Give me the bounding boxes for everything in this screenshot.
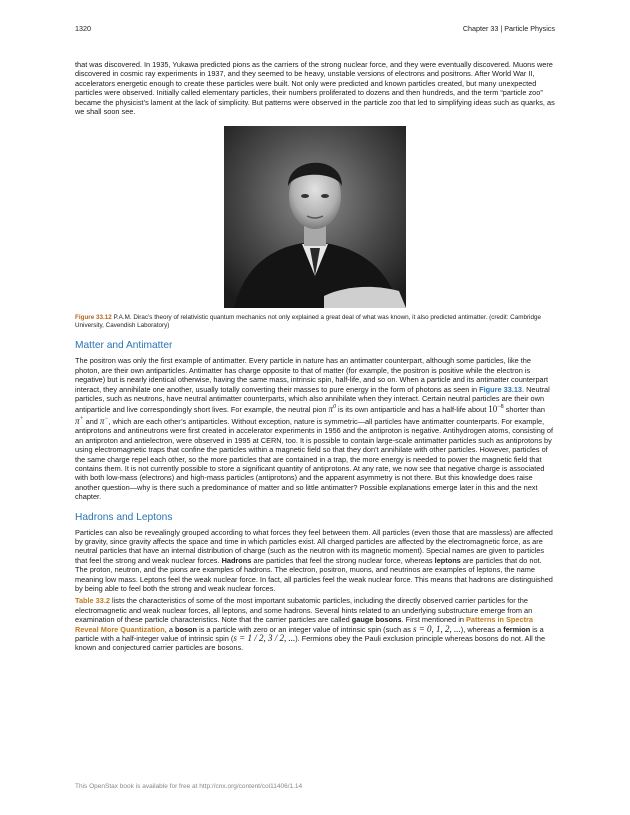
text-span: is a particle with a half-integer value of intrinsic spin ( [75, 624, 544, 643]
text-span: and [83, 416, 100, 426]
intro-paragraph: that was discovered. In 1935, Yukawa predicted pions as the carriers of the strong nuclear force, and they were eventually discovered. Muons were discovered in cosmic ray experiments in 1937, and they seemed to be heavy, unstable versions of electrons and positrons. After World War II, accelerators energetic enough to create these particles were built. Not only were predicted and known particles created, but many unexpected particles were observed. Initially called elementary particles, their numbers proliferated to dozens and then hundreds, and the term “particle zoo” became the physicist’s lament at the lack of simplicity. But patterns were observed in the particle zoo that led to simplifying ideas such as quarks, as we shall soon see. [75, 60, 555, 117]
ten-power [488, 404, 503, 414]
term-gauge-bosons: gauge bosons [351, 615, 402, 625]
text-span: are particles that feel the strong nuclear force, whereas [251, 555, 435, 565]
math-superscript: 0 [333, 404, 337, 411]
text-span: shorter than [503, 405, 545, 415]
text-span: is a particle with zero or an integer value of intrinsic spin (such as [197, 624, 413, 634]
figure-33-13-link[interactable]: Figure 33.13 [479, 384, 523, 394]
math-base: 10 [488, 404, 498, 415]
neutral-pion-symbol [329, 404, 337, 414]
hadrons-leptons-paragraph-2 [75, 596, 555, 652]
figure-caption-text: P.A.M. Dirac’s theory of relativistic quantum mechanics not only explained a great deal of what was known, it also predicted antimatter. (credit: Cambridge University, Cavendish Laboratory) [75, 314, 541, 330]
text-span: , which are each other’s antiparticles. Without exception, nature is symmetric—all particles have antimatter counterparts. For example, antiprotons and antineutrons were first created in accelerator experiments in 1956 and the antiproton is negative. Antihydrogen atoms, consisting of an antiproton and antielectron, were observed in 1995 at CERN, too. It is possible to contain large-scale antimatter particles such as antiprotons by using electromagnetic traps that confine the particles within a magnetic field so that they don’t annihilate with other particles. However, particles of the same charge repel each other, so the more particles that are contained in a trap, the more energy is needed to power the magnetic field that contains them. It is not currently possible to store a significant quantity of antiprotons. At any rate, we now see that negative charge is associated with both low-mass (electrons) and high-mass particles (antiprotons) and the apparent asymmetry is not there. But this knowledge does raise another question—why is there such a predominance of matter and so little antimatter? Possible explanations emerge later in this and the next chapter. [75, 416, 554, 502]
dirac-photo [224, 126, 406, 308]
matter-antimatter-paragraph [75, 356, 555, 501]
text-span: . First mentioned in [401, 615, 467, 625]
dirac-portrait-image [224, 126, 406, 308]
text-span: ). Fermions obey the Pauli exclusion principle whereas bosons do not. All the known and conjectured carrier particles are bosons. [75, 634, 546, 653]
text-span: . Neutral particles, such as neutrons, have neutral antimatter counterparts, which also annihilate when they interact. Certain neutral particles are their own antiparticle and live correspondingly short lives. For example, the neutral pion [75, 384, 550, 415]
half-integer-spin-formula: s = 1 / 2, 3 / 2, ... [233, 633, 296, 643]
term-hadrons: Hadrons [221, 555, 252, 565]
text-span: are particles that do not. The proton, neutron, and the pions are examples of hadrons. The electron, positron, muons, and neutrinos are examples of leptons, the name meaning low mass. Leptons feel the weak nuclear force. In fact, all particles feel the weak nuclear force. This means that hadrons are distinguished by being able to feel both the strong and weak nuclear forces. [75, 555, 553, 593]
math-superscript: + [79, 415, 84, 422]
figure-33-12 [75, 126, 555, 330]
figure-label: Figure 33.12 [75, 314, 112, 322]
figure-caption [75, 314, 555, 330]
math-symbol: π [75, 415, 80, 426]
page-number: 1320 [75, 24, 91, 33]
term-boson: boson [175, 624, 198, 634]
math-superscript: −8 [497, 404, 504, 411]
table-33-2-link[interactable]: Table 33.2 [75, 596, 110, 606]
text-span: is its own antiparticle and has a half-life about [336, 405, 489, 415]
patterns-in-spectra-link[interactable]: Patterns in Spectra Reveal More Quantization [75, 615, 533, 634]
text-span: Particles can also be revealingly grouped according to what forces they feel between them. All particles (even those that are massless) are affected by gravity, since gravity affects the space and time in which particles exist. All charged particles are affected by the electromagnetic force, as are neutral particles that have an internal distribution of charge (such as the neutron with its magnetic moment). Special names are given to particles that feel the strong and weak nuclear forces. [75, 527, 553, 565]
math-symbol: π [99, 415, 105, 426]
integer-spin-formula: s = 0, 1, 2, ... [412, 623, 461, 634]
text-span: ), whereas a [460, 624, 504, 634]
term-leptons: leptons [434, 555, 461, 565]
pion-minus-symbol [100, 416, 109, 426]
section-heading-matter-antimatter: Matter and Antimatter [75, 340, 173, 352]
page-footer: This OpenStax book is available for free at http://cnx.org/content/col11406/1.14 [75, 783, 303, 790]
text-span: lists the characteristics of some of the most important subatomic particles, including the directly observed carrier particles for the electromagnetic and weak nuclear forces, all leptons, and some hadrons. Several hints related to an underlying substructure emerge from an examination of these particle characteristics. Note that the carrier particles are called [75, 596, 533, 625]
math-symbol: π [328, 404, 334, 415]
text-span: The positron was only the first example of antimatter. Every particle in nature has an antimatter counterpart, although some particles, like the photon, are their own antiparticles. Antimatter has charge opposite to that of matter (for example, the positron is positive while the electron is negative) but is nearly identical otherwise, having the same mass, intrinsic spin, half-life, and so on. When a particle and its antimatter counterpart interact, they annihilate one another, usually totally converting their masses to pure energy in the form of photons as seen in [75, 356, 549, 394]
text-span: , a [164, 624, 175, 634]
section-heading-hadrons-leptons: Hadrons and Leptons [75, 511, 173, 523]
math-superscript: − [104, 415, 109, 422]
pion-plus-symbol [75, 416, 84, 426]
hadrons-leptons-paragraph-1 [75, 528, 555, 594]
page-header [75, 24, 555, 36]
page-content [75, 60, 555, 656]
term-fermion: fermion [503, 624, 531, 634]
chapter-title: Chapter 33 | Particle Physics [462, 24, 555, 33]
